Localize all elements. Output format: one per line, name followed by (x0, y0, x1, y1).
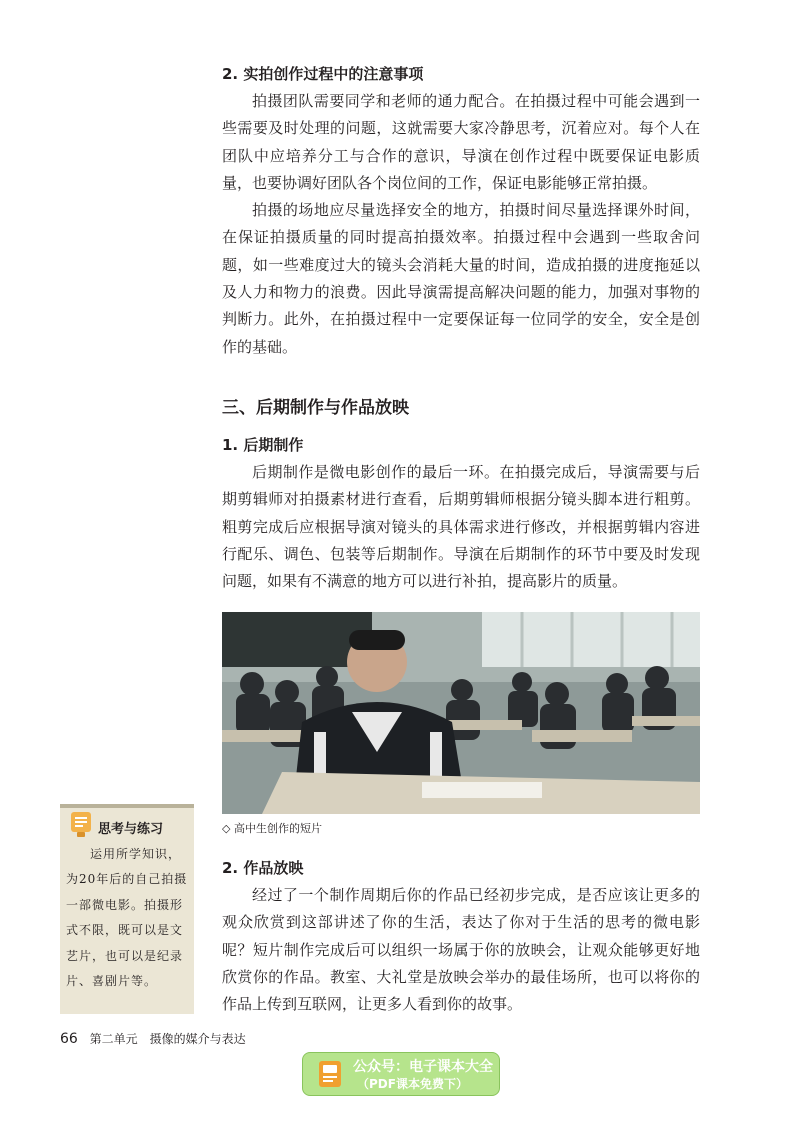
screening-paragraph: 经过了一个制作周期后你的作品已经初步完成，是否应该让更多的观众欣赏到这部讲述了你的生活，表达了你对于生活的思考的微电影呢？短片制作完成后可以组织一场属于你的放映会，让观众能够更好地欣赏你的作品。教室、大礼堂是放映会举办的最佳场所，也可以将你的作品上传到互联网，让更多人看到你的故事。 (222, 886, 700, 1014)
watermark-line-1: 公众号：电子课本大全 (353, 1059, 493, 1075)
page-number: 66 (60, 1031, 78, 1047)
main-column (222, 60, 700, 595)
section2-paragraph-1: 拍摄团队需要同学和老师的通力配合。在拍摄过程中可能会遇到一些需要及时处理的问题，这就需要大家冷静思考，沉着应对。每个人在团队中应培养分工与合作的意识，导演在创作过程中既要保证电影质量，也要协调好团队各个岗位间的工作，保证电影能够正常拍摄。 (222, 92, 700, 192)
book-icon (315, 1059, 345, 1093)
section2-heading: 2. 实拍创作过程中的注意事项 (222, 65, 424, 83)
sidebar-exercise-text: 运用所学知识，为20年后的自己拍摄一部微电影。拍摄形式不限，既可以是文艺片，也可以是纪录片、喜剧片等。 (66, 847, 188, 989)
sidebar-title: 思考与练习 (98, 821, 164, 837)
watermark-line-2: （PDF课本免费下） (357, 1077, 468, 1091)
lightbulb-note-icon (68, 811, 94, 843)
unit-title: 第二单元 摄像的媒介与表达 (89, 1032, 246, 1046)
watermark-badge (302, 1052, 500, 1096)
page-footer (60, 1030, 246, 1047)
think-and-practice-box (60, 804, 194, 1014)
photo-caption: ◇ 高中生创作的短片 (222, 822, 322, 835)
classroom-photo (222, 612, 700, 814)
section2-paragraph-2: 拍摄的场地应尽量选择安全的地方，拍摄时间尽量选择课外时间，在保证拍摄质量的同时提高拍摄效率。拍摄过程中会遇到一些取舍问题，如一些难度过大的镜头会消耗大量的时间，造成拍摄的进度拖延以及人力和物力的浪费。因此导演需提高解决问题的能力，加强对事物的判断力。此外，在拍摄过程中一定要保证每一位同学的安全，安全是创作的基础。 (222, 201, 700, 356)
main-column-lower (222, 854, 700, 1018)
classroom-photo-illustration (222, 612, 700, 814)
part3-heading: 三、后期制作与作品放映 (222, 397, 409, 418)
screening-heading: 2. 作品放映 (222, 859, 304, 877)
sidebar-header (60, 808, 194, 838)
post-production-paragraph: 后期制作是微电影创作的最后一环。在拍摄完成后，导演需要与后期剪辑师对拍摄素材进行查看，后期剪辑师根据分镜头脚本进行粗剪。粗剪完成后应根据导演对镜头的具体需求进行修改，并根据剪辑内容进行配乐、调色、包装等后期制作。导演在后期制作的环节中要及时发现问题，如果有不满意的地方可以进行补拍，提高影片的质量。 (222, 462, 700, 591)
post-production-heading: 1. 后期制作 (222, 435, 304, 454)
